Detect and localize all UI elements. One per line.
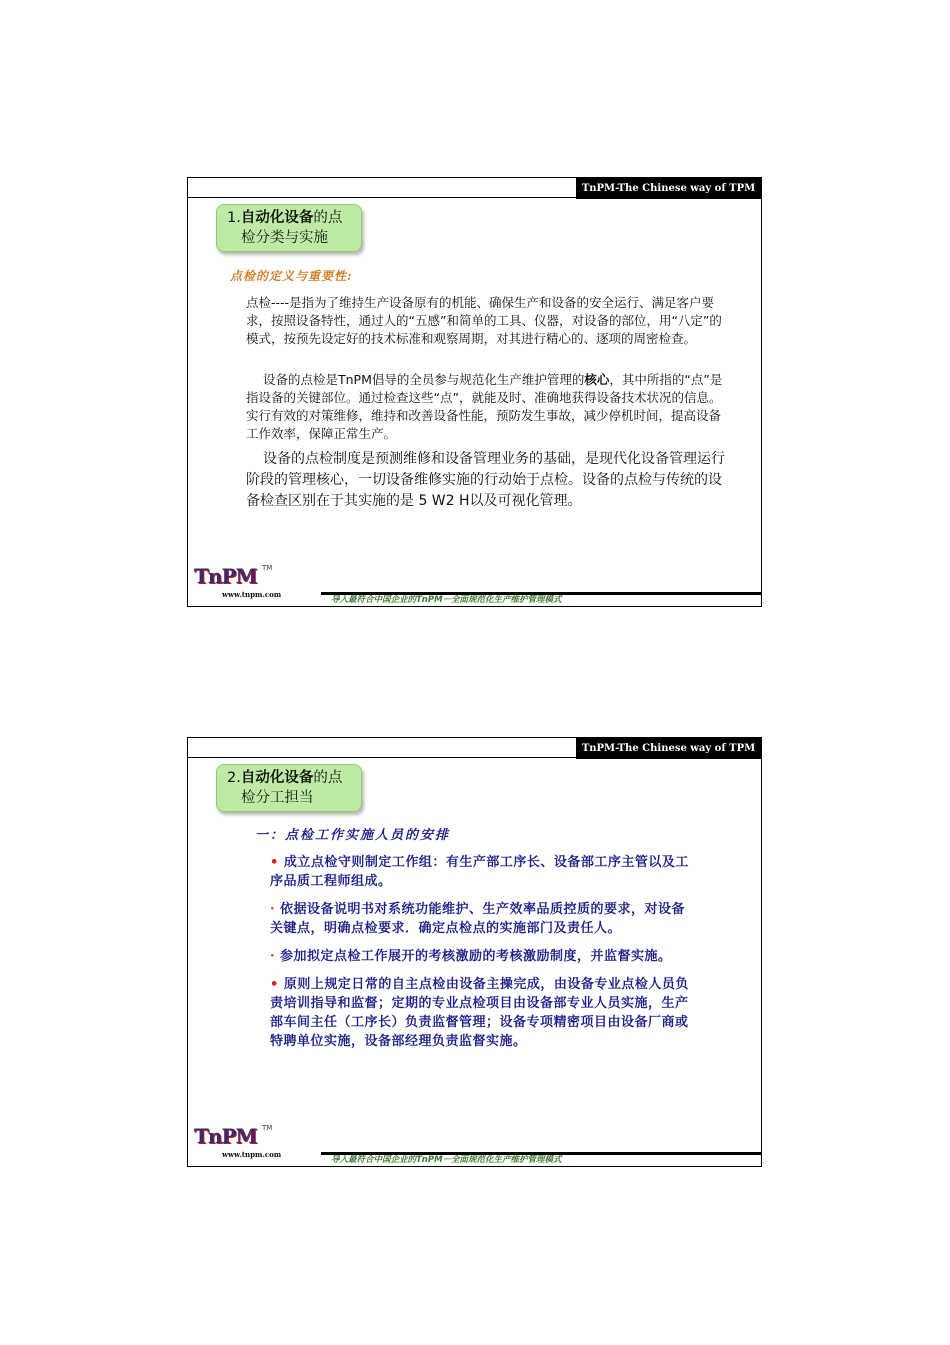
logo-url: www.tnpm.com [222, 590, 282, 599]
list-item-text: 依据设备说明书对系统功能维护、生产效率品质控质的要求，对设备关键点，明确点检要求．确定点检点的实施部门及责任人。 [270, 902, 686, 936]
footer-slogan: 导入最符合中国企业的TnPM－全面规范化生产维护管理模式 [321, 1152, 761, 1166]
header-rule [188, 757, 578, 758]
title-number: 2. [227, 770, 241, 786]
slide-title [216, 764, 362, 812]
list-item [270, 853, 695, 891]
header-rule [188, 197, 578, 198]
list-item-text: 成立点检守则制定工作组：有生产部工序长、设备部工序主管以及工序品质工程师组成。 [270, 855, 689, 889]
title-line2: 检分类与实施 [241, 230, 328, 246]
logo-tm: TM [262, 564, 273, 572]
bullet-icon: • [270, 855, 279, 870]
paragraph-core [246, 371, 726, 443]
slide-title [216, 204, 362, 252]
title-line2: 检分工担当 [241, 790, 314, 806]
logo-tm: TM [262, 1124, 273, 1132]
slide-1 [187, 177, 762, 607]
list-item-text: 参加拟定点检工作展开的考核激励的考核激励制度，并监督实施。 [280, 949, 672, 964]
paragraph-system: 设备的点检制度是预测维修和设备管理业务的基础，是现代化设备管理运行阶段的管理核心，一切设备维修实施的行动始于点检。设备的点检与传统的设备检查区别在于其实施的是 5 W2 H以及可视化管理。 [246, 451, 725, 509]
list-item [270, 947, 695, 966]
tnpm-logo [192, 564, 282, 602]
section-subheading: 点检的定义与重要性: [230, 269, 353, 283]
list-item-text: 原则上规定日常的自主点检由设备主操完成，由设备专业点检人员负责培训指导和监督；定期的专业点检项目由设备部专业人员实施，生产部车间主任（工序长）负责监督管理；设备专项精密项目由设备厂商或特聘单位实施，设备部经理负责监督实施。 [270, 977, 689, 1049]
title-number: 1. [227, 210, 241, 226]
slide-2 [187, 737, 762, 1167]
paragraph-core-after: ，其中所指的“点”是指设备的关键部位。通过检查这些“点”，就能及时、准确地获得设备技术状况的信息。实行有效的对策维修，维持和改善设备性能，预防发生事故，减少停机时间，提高设备工作效率，保障正常生产。 [246, 372, 723, 441]
section-subheading: 一：点检工作实施人员的安排 [255, 828, 451, 843]
logo-url: www.tnpm.com [222, 1150, 282, 1159]
bullet-icon: · [270, 949, 276, 964]
title-rest: 的点 [313, 770, 343, 786]
footer-slogan: 导入最符合中国企业的TnPM－全面规范化生产维护管理模式 [321, 592, 761, 606]
bullet-icon: • [270, 977, 279, 992]
tnpm-logo [192, 1124, 282, 1162]
logo-text: TnPM [194, 1124, 257, 1148]
responsibility-list [270, 853, 695, 1060]
header-tagline: TnPM-The Chinese way of TPM [576, 738, 761, 759]
paragraph-core-bold: 核心 [584, 372, 610, 387]
title-bold: 自动化设备 [240, 210, 314, 226]
logo-text: TnPM [194, 564, 257, 588]
list-item [270, 975, 695, 1051]
title-bold: 自动化设备 [240, 770, 314, 786]
list-item [270, 900, 695, 938]
title-rest: 的点 [313, 210, 343, 226]
header-tagline: TnPM-The Chinese way of TPM [576, 178, 761, 199]
bullet-icon: · [270, 902, 276, 917]
paragraph-core-before: 设备的点检是TnPM倡导的全员参与规范化生产维护管理的 [263, 372, 585, 387]
paragraph-definition: 点检----是指为了维持生产设备原有的机能、确保生产和设备的安全运行、满足客户要求，按照设备特性，通过人的“五感”和简单的工具、仪器，对设备的部位，用“八定”的模式，按预先设定好的技术标准和观察周期，对其进行精心的、逐项的周密检查。 [246, 295, 722, 346]
